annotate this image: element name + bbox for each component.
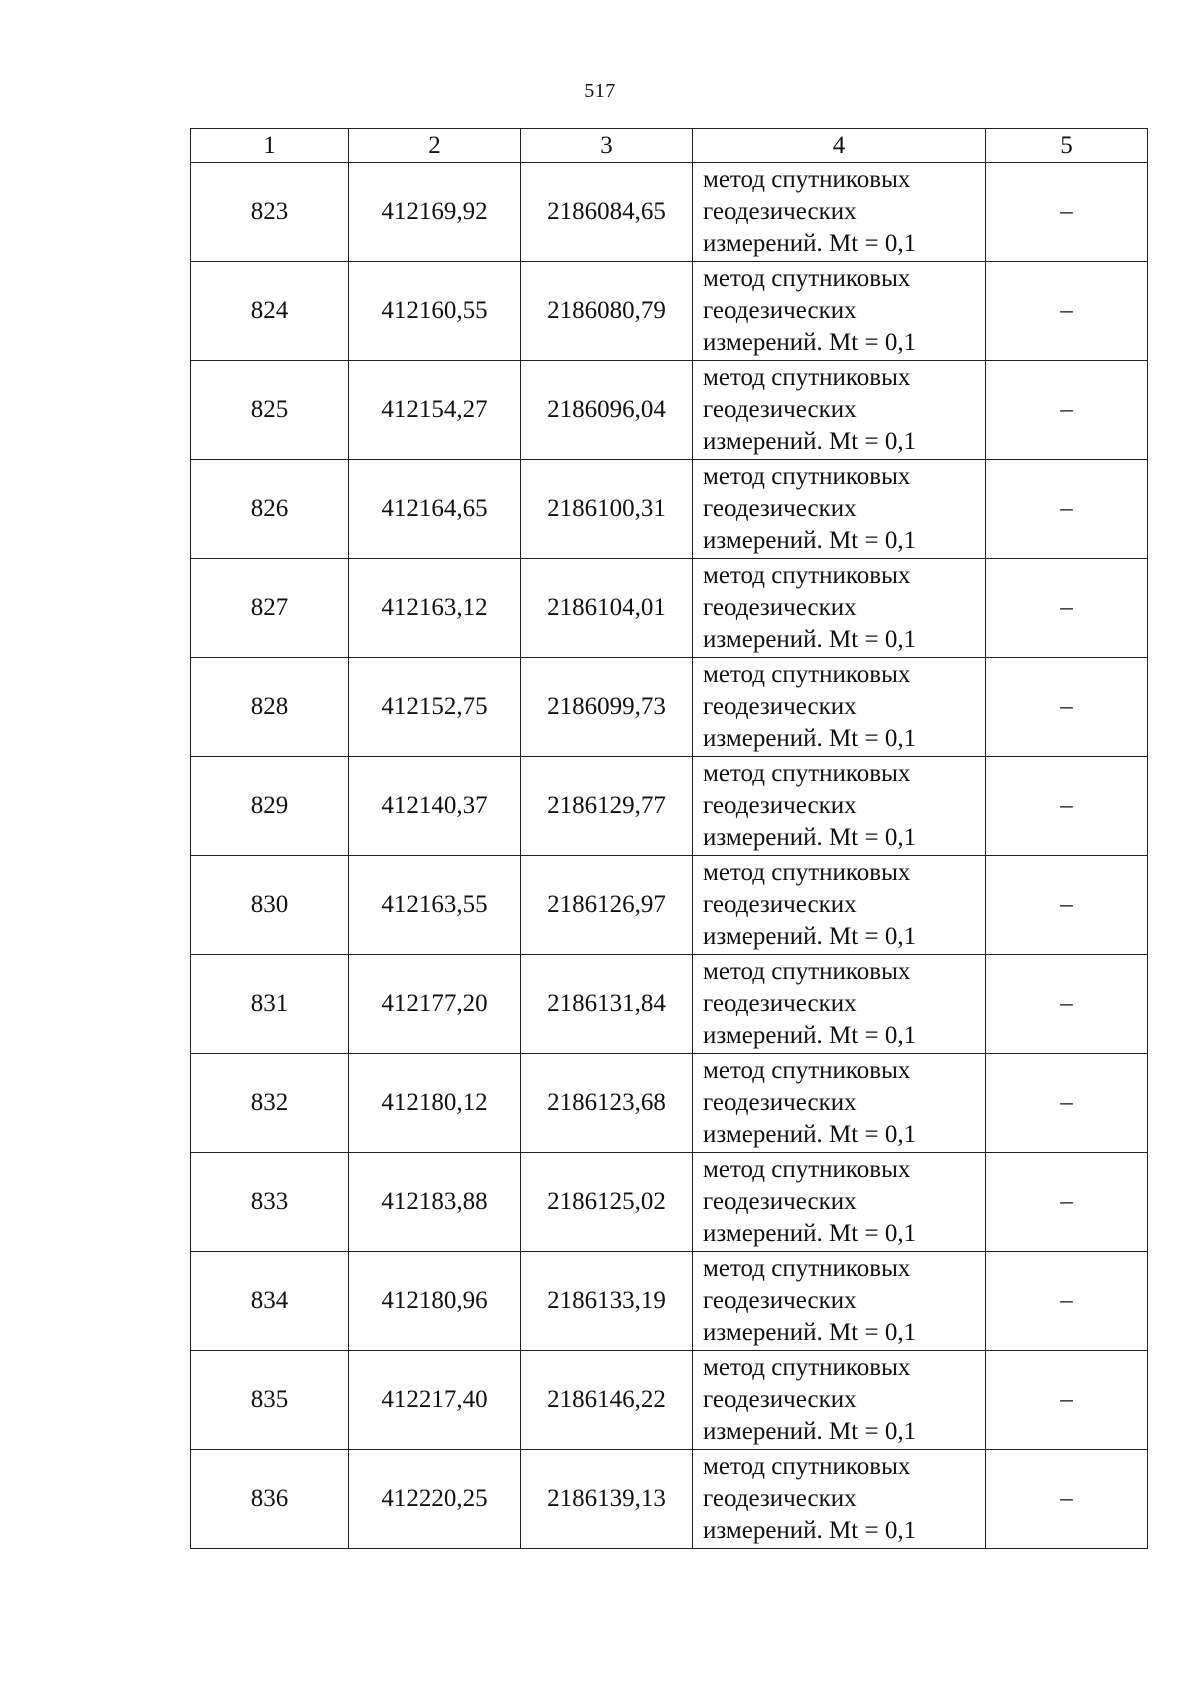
point-number: 825 xyxy=(191,361,349,460)
method-line-3: измерений. Mt = 0,1 xyxy=(703,230,917,257)
coordinate-x: 412180,96 xyxy=(349,1252,521,1351)
point-number: 823 xyxy=(191,163,349,262)
method-line-2: геодезических xyxy=(703,1386,857,1413)
column-header-3: 3 xyxy=(521,129,693,163)
table-row xyxy=(191,559,1148,658)
point-number: 831 xyxy=(191,955,349,1054)
column-header-4: 4 xyxy=(693,129,986,163)
coordinate-x: 412217,40 xyxy=(349,1351,521,1450)
point-number: 835 xyxy=(191,1351,349,1450)
coordinate-x: 412177,20 xyxy=(349,955,521,1054)
method-line-2: геодезических xyxy=(703,891,857,918)
method-line-3: измерений. Mt = 0,1 xyxy=(703,428,917,455)
method-line-1: метод спутниковых xyxy=(703,859,911,886)
point-number: 830 xyxy=(191,856,349,955)
point-number: 827 xyxy=(191,559,349,658)
method-line-2: геодезических xyxy=(703,297,857,324)
coordinate-y: 2186099,73 xyxy=(521,658,693,757)
coordinate-y: 2186131,84 xyxy=(521,955,693,1054)
method-line-2: геодезических xyxy=(703,792,857,819)
table-row xyxy=(191,1450,1148,1549)
method-description xyxy=(693,1450,986,1549)
coordinate-x: 412140,37 xyxy=(349,757,521,856)
method-line-1: метод спутниковых xyxy=(703,760,911,787)
coordinate-y: 2186080,79 xyxy=(521,262,693,361)
method-line-3: измерений. Mt = 0,1 xyxy=(703,1121,917,1148)
table-row xyxy=(191,856,1148,955)
column-header-1: 1 xyxy=(191,129,349,163)
note-dash: – xyxy=(986,1054,1148,1153)
point-number: 829 xyxy=(191,757,349,856)
method-line-2: геодезических xyxy=(703,198,857,225)
coordinate-x: 412163,12 xyxy=(349,559,521,658)
method-line-1: метод спутниковых xyxy=(703,1156,911,1183)
table-row xyxy=(191,262,1148,361)
point-number: 832 xyxy=(191,1054,349,1153)
column-header-5: 5 xyxy=(986,129,1148,163)
method-line-3: измерений. Mt = 0,1 xyxy=(703,923,917,950)
note-dash: – xyxy=(986,1153,1148,1252)
coordinate-x: 412183,88 xyxy=(349,1153,521,1252)
method-line-3: измерений. Mt = 0,1 xyxy=(703,1418,917,1445)
method-line-3: измерений. Mt = 0,1 xyxy=(703,725,917,752)
note-dash: – xyxy=(986,757,1148,856)
note-dash: – xyxy=(986,1351,1148,1450)
table-row xyxy=(191,1054,1148,1153)
note-dash: – xyxy=(986,262,1148,361)
table-row xyxy=(191,1351,1148,1450)
point-number: 826 xyxy=(191,460,349,559)
method-description xyxy=(693,163,986,262)
table-row xyxy=(191,1153,1148,1252)
coordinate-y: 2186100,31 xyxy=(521,460,693,559)
method-description xyxy=(693,1054,986,1153)
column-header-2: 2 xyxy=(349,129,521,163)
method-line-3: измерений. Mt = 0,1 xyxy=(703,527,917,554)
method-line-1: метод спутниковых xyxy=(703,1354,911,1381)
method-line-3: измерений. Mt = 0,1 xyxy=(703,824,917,851)
method-line-3: измерений. Mt = 0,1 xyxy=(703,1319,917,1346)
method-line-2: геодезических xyxy=(703,1287,857,1314)
point-number: 834 xyxy=(191,1252,349,1351)
method-line-3: измерений. Mt = 0,1 xyxy=(703,1517,917,1544)
method-description xyxy=(693,361,986,460)
method-line-1: метод спутниковых xyxy=(703,1255,911,1282)
coordinate-y: 2186084,65 xyxy=(521,163,693,262)
method-description xyxy=(693,955,986,1054)
coordinate-x: 412163,55 xyxy=(349,856,521,955)
method-line-2: геодезических xyxy=(703,1188,857,1215)
coordinate-y: 2186133,19 xyxy=(521,1252,693,1351)
page-number: 517 xyxy=(584,80,616,102)
method-line-2: геодезических xyxy=(703,990,857,1017)
note-dash: – xyxy=(986,856,1148,955)
method-line-1: метод спутниковых xyxy=(703,166,911,193)
method-description xyxy=(693,559,986,658)
method-line-3: измерений. Mt = 0,1 xyxy=(703,1220,917,1247)
method-description xyxy=(693,856,986,955)
coordinate-y: 2186096,04 xyxy=(521,361,693,460)
method-line-1: метод спутниковых xyxy=(703,1057,911,1084)
coordinate-x: 412154,27 xyxy=(349,361,521,460)
method-line-2: геодезических xyxy=(703,1089,857,1116)
method-line-3: измерений. Mt = 0,1 xyxy=(703,626,917,653)
coordinates-table xyxy=(190,128,1148,1549)
method-description xyxy=(693,262,986,361)
coordinate-x: 412160,55 xyxy=(349,262,521,361)
method-description xyxy=(693,1153,986,1252)
method-line-3: измерений. Mt = 0,1 xyxy=(703,329,917,356)
method-line-1: метод спутниковых xyxy=(703,463,911,490)
coordinate-y: 2186139,13 xyxy=(521,1450,693,1549)
method-line-1: метод спутниковых xyxy=(703,1453,911,1480)
coordinate-y: 2186146,22 xyxy=(521,1351,693,1450)
method-line-2: геодезических xyxy=(703,1485,857,1512)
note-dash: – xyxy=(986,163,1148,262)
method-line-1: метод спутниковых xyxy=(703,661,911,688)
coordinate-y: 2186129,77 xyxy=(521,757,693,856)
method-description xyxy=(693,658,986,757)
note-dash: – xyxy=(986,1450,1148,1549)
method-line-1: метод спутниковых xyxy=(703,364,911,391)
note-dash: – xyxy=(986,955,1148,1054)
coordinate-y: 2186125,02 xyxy=(521,1153,693,1252)
method-description xyxy=(693,1351,986,1450)
coordinate-y: 2186104,01 xyxy=(521,559,693,658)
note-dash: – xyxy=(986,658,1148,757)
method-line-2: геодезических xyxy=(703,693,857,720)
point-number: 824 xyxy=(191,262,349,361)
table-row xyxy=(191,955,1148,1054)
coordinate-x: 412220,25 xyxy=(349,1450,521,1549)
method-description xyxy=(693,757,986,856)
method-line-3: измерений. Mt = 0,1 xyxy=(703,1022,917,1049)
table-header-row xyxy=(191,129,1148,163)
coordinate-x: 412180,12 xyxy=(349,1054,521,1153)
note-dash: – xyxy=(986,460,1148,559)
note-dash: – xyxy=(986,1252,1148,1351)
coordinate-x: 412169,92 xyxy=(349,163,521,262)
table-row xyxy=(191,658,1148,757)
method-description xyxy=(693,460,986,559)
method-line-1: метод спутниковых xyxy=(703,958,911,985)
coordinate-x: 412164,65 xyxy=(349,460,521,559)
coordinate-y: 2186123,68 xyxy=(521,1054,693,1153)
method-line-2: геодезических xyxy=(703,495,857,522)
note-dash: – xyxy=(986,559,1148,658)
point-number: 836 xyxy=(191,1450,349,1549)
method-line-1: метод спутниковых xyxy=(703,562,911,589)
table-row xyxy=(191,163,1148,262)
point-number: 833 xyxy=(191,1153,349,1252)
table-row xyxy=(191,757,1148,856)
coordinate-x: 412152,75 xyxy=(349,658,521,757)
coordinate-y: 2186126,97 xyxy=(521,856,693,955)
method-line-2: геодезических xyxy=(703,396,857,423)
table-row xyxy=(191,361,1148,460)
method-line-2: геодезических xyxy=(703,594,857,621)
table-row xyxy=(191,1252,1148,1351)
method-description xyxy=(693,1252,986,1351)
table-row xyxy=(191,460,1148,559)
note-dash: – xyxy=(986,361,1148,460)
point-number: 828 xyxy=(191,658,349,757)
method-line-1: метод спутниковых xyxy=(703,265,911,292)
